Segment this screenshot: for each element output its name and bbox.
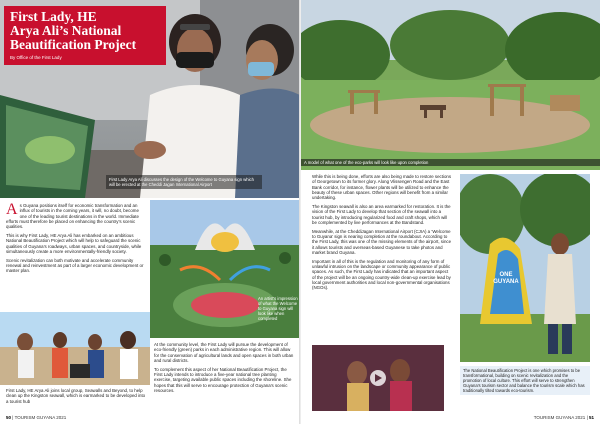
side-caption-text: The National Beautification Project is one which promises to be transformational, building on scenic revitalization and the promotion of local culture. This effort will serve to strengthen Guyana’s tourism sector and balance the tourism scale which has traditionally tilted towards eco-tourism.: [463, 368, 585, 393]
right-paragraph-3: Meanwhile, at the CheddiJagan International Airport (CJIA) a ‘Welcome to Guyana’ sign is nearing completion at the roundabout. According to the First Lady, this was one of the missing elements of the airport, since it allows tourists and overseas-based Guyanese to take photos and market brand Guyana.: [312, 228, 452, 255]
seawall-cleanup-photo: [0, 312, 150, 385]
col2-paragraph-2: To complement this aspect of her National Beautification Project, the First Lady intends to introduce a five-year national tree planting exercise, targeting available public spaces including the shoreline. She hopes that this will serve to encourage protection of Guyana’s scenic resources.: [154, 366, 292, 393]
sign-illustration: [460, 174, 590, 362]
right-paragraph-4: Important in all of this is the regulation and monitoring of any form of unlawful intrusion on the landscape or community appearance of public spaces. As such, the First Lady has indicated that an important aspect of the project will be an ongoing country-wide clean-up exercise lead by local government authorities and local non-governmental organisations (NGOs).: [312, 258, 451, 291]
park-illustration: [300, 0, 600, 170]
top-photo-caption: [106, 175, 262, 189]
title-line-2: Arya Ali’s National: [10, 23, 122, 38]
title-line-1: First Lady, HE: [10, 9, 97, 24]
right-page: [300, 0, 600, 424]
right-paragraph-1: While this is being done, efforts are also being made to restore sections of Georgetown to its former glory. Along Vlissengen Road and the East Bank corridor, for instance, flower plants will be utilized to enhance the beauty of these urban spaces. Other regions will benefit from a similar undertaking.: [312, 174, 452, 201]
right-publication: TOURISM GUYANA 2021: [533, 415, 586, 420]
sign-lettering: ONE GUYANA: [493, 272, 519, 285]
render-caption: [258, 296, 298, 321]
eco-park-model-photo: [300, 0, 600, 170]
right-text-column: [312, 174, 452, 294]
left-publication: TOURISM GUYANA 2021: [14, 415, 67, 420]
eco-park-caption-text: A model of what one of the eco-parks will look like upon completion: [304, 160, 429, 165]
right-folio: TOURISM GUYANA 2021 | 51: [533, 415, 594, 420]
performance-illustration: [312, 345, 444, 411]
left-column-2: [154, 342, 294, 397]
bottom-photo-caption: [6, 388, 146, 404]
paragraph-2: This is why First Lady, HE Arya Ali has embarked on an ambitious National Beautification Project which will help to safeguard the scenic qualities of Guyana’s roadways, urban spaces, and countryside, while simultaneously create a more environmentally-friendly society.: [6, 232, 142, 254]
title-line-3: Beautification Project: [10, 37, 137, 52]
left-column-1: [6, 203, 144, 277]
left-page-number: 50: [6, 415, 12, 420]
performance-photo: [312, 345, 444, 411]
one-guyana-sign-photo: [460, 174, 590, 362]
right-page-number: 51: [588, 415, 594, 420]
left-folio: 50 | TOURISM GUYANA 2021: [6, 415, 67, 420]
drop-cap: A: [6, 201, 18, 218]
paragraph-3: Scenic revitalization can both motivate and accelerate community renewal and reinvestment as part of a larger economic development or master plan.: [6, 257, 144, 274]
render-caption-text: An artist's impression of what the Welcome to Guyana sign will look like when completed: [258, 296, 298, 321]
side-caption-box: [460, 366, 590, 395]
bottom-photo-caption-text: First Lady, HE Arya Ali joins local group, Seawalls and Beyond, to help clean up the Kingston seawall, which is earmarked to be developed into a tourist hub: [6, 388, 146, 404]
article-title: [4, 6, 166, 65]
page-gutter: [299, 0, 301, 424]
col2-paragraph-1: At the community level, the First Lady will pursue the development of eco-friendly (green) parks in each administrative region. This will allow for the conservation of agricultural lands and open spaces in both urban and rural districts.: [154, 342, 294, 363]
eco-park-caption: [300, 159, 600, 166]
cleanup-illustration: [0, 312, 150, 385]
right-paragraph-2: The Kingston seawall is also an area earmarked for restoration. It is the vision of the First Lady to develop that section of the seawall into a tourist hub, by introducing regularized food and craft shops, which will be complemented by live performances at the Bandstand.: [312, 203, 451, 225]
top-photo-caption-text: First Lady Arya Ali discusses the design of the Welcome to Guyana sign which will be erected at the Cheddi Jagan International Airport: [109, 177, 254, 187]
intro-paragraph: A s Guyana positions itself for economic transformation and an influx of tourists in the coming years, it will, no doubt, become one of the leading tourist destinations in the world. Immediate efforts must therefore be placed on enhancing the country’s scenic qualities.: [6, 201, 139, 230]
byline: By Office of the First Lady: [10, 55, 62, 60]
